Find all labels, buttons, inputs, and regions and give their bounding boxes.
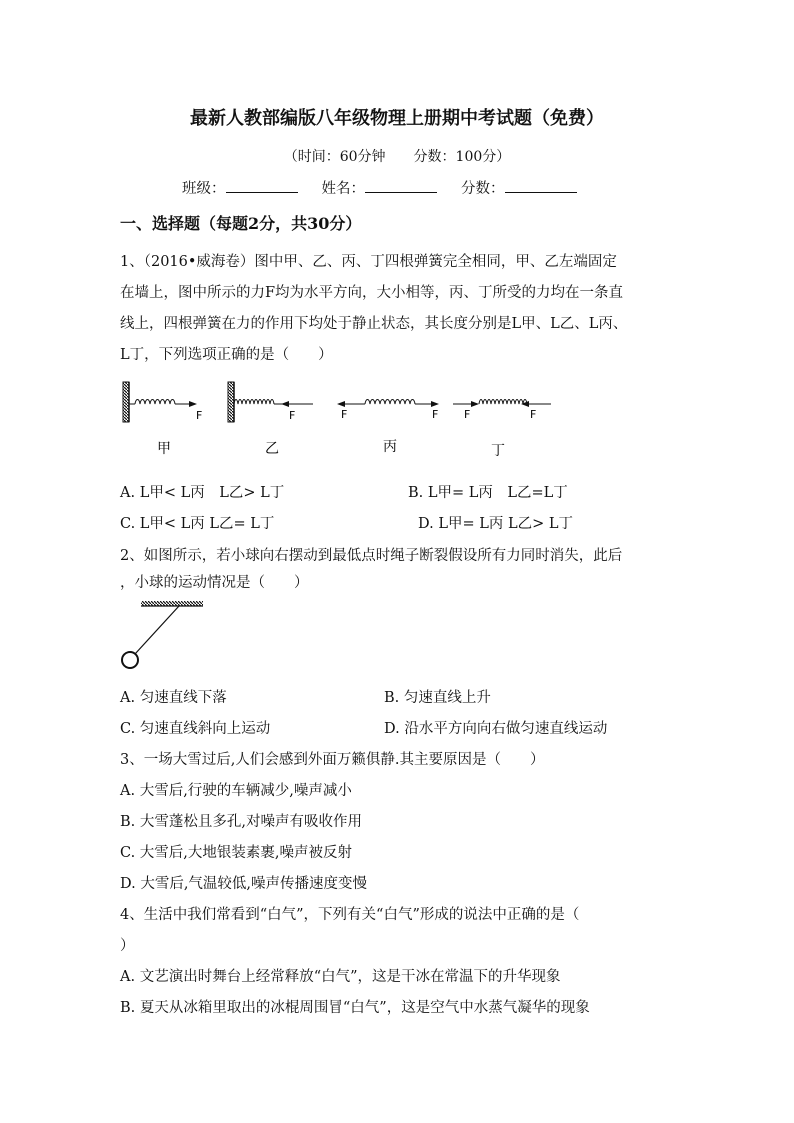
q2-option-b: B. 匀速直线上升: [384, 690, 491, 706]
figure-label-jia: 甲: [157, 441, 171, 457]
q3-option-c: C. 大雪后,大地银装素裹,噪声被反射: [120, 845, 353, 861]
figure-label-bing: 丙: [383, 439, 397, 455]
q2-option-d: D. 沿水平方向向右做匀速直线运动: [384, 721, 608, 737]
q2-option-a: A. 匀速直线下落: [120, 690, 227, 706]
force-label-ding-left: F: [464, 408, 471, 421]
q1-line-4: L丁，下列选项正确的是（ ）: [120, 347, 333, 363]
figure-label-ding: 丁: [491, 443, 505, 459]
force-label-jia: F: [196, 409, 203, 422]
q4-option-a: A. 文艺演出时舞台上经常释放“白气”，这是干冰在常温下的升华现象: [120, 969, 561, 985]
spring-ding: [453, 400, 551, 422]
name-blank: [365, 178, 437, 193]
q2-line-2: ，小球的运动情况是（ ）: [120, 575, 309, 591]
q1-option-b: B. L甲= L丙 L乙=L丁: [408, 485, 568, 501]
spring-jia: [123, 382, 202, 422]
q4-line-1: 4、生活中我们常看到“白气”，下列有关“白气”形成的说法中正确的是（: [120, 907, 580, 923]
q1-option-a: A. L甲< L丙 L乙> L丁: [120, 485, 285, 501]
spring-yi: [228, 382, 313, 422]
q1-option-d: D. L甲= L丙 L乙> L丁: [418, 516, 573, 532]
q1-line-3: 线上，四根弹簧在力的作用下均处于静止状态，其长度分别是L甲、L乙、L丙、: [120, 316, 628, 332]
q3-option-a: A. 大雪后,行驶的车辆减少,噪声减小: [120, 783, 352, 799]
pendulum-figure: [115, 598, 215, 678]
q1-option-c: C. L甲< L丙 L乙= L丁: [120, 516, 275, 532]
q3-option-b: B. 大雪蓬松且多孔,对噪声有吸收作用: [120, 814, 362, 830]
page-title: 最新人教部编版八年级物理上册期中考试题（免费）: [190, 108, 604, 129]
spring-bing: [337, 400, 439, 422]
q2-line-1: 2、如图所示，若小球向右摆动到最低点时绳子断裂假设所有力同时消失，此后: [120, 548, 623, 564]
spring-figure: [115, 378, 565, 468]
q4-option-b: B. 夏天从冰箱里取出的冰棍周围冒“白气”，这是空气中水蒸气凝华的现象: [120, 1000, 590, 1016]
score-label: 分数：: [461, 181, 505, 197]
name-label: 姓名：: [321, 181, 365, 197]
score-blank: [505, 178, 577, 193]
student-info-row: [182, 177, 601, 198]
force-label-bing-left: F: [341, 408, 348, 421]
force-label-bing-right: F: [432, 408, 439, 421]
force-label-yi: F: [289, 409, 296, 422]
q2-option-c: C. 匀速直线斜向上运动: [120, 721, 271, 737]
class-blank: [226, 178, 298, 193]
q4-line-2: ）: [120, 938, 135, 954]
class-label: 班级：: [182, 181, 226, 197]
figure-label-yi: 乙: [265, 441, 279, 457]
section-heading: 一、选择题（每题2分，共30分）: [120, 214, 362, 233]
q1-line-1: 1、（2016•威海卷）图中甲、乙、丙、丁四根弹簧完全相同，甲、乙左端固定: [120, 254, 617, 270]
exam-time-score: （时间：60分钟 分数：100分）: [283, 149, 511, 165]
q1-line-2: 在墙上，图中所示的力F均为水平方向，大小相等，丙、丁所受的力均在一条直: [120, 285, 624, 301]
q3-option-d: D. 大雪后,气温较低,噪声传播速度变慢: [120, 876, 368, 892]
force-label-ding-right: F: [530, 408, 537, 421]
q3-line-1: 3、一场大雪过后,人们会感到外面万籁俱静.其主要原因是（ ）: [120, 752, 545, 768]
